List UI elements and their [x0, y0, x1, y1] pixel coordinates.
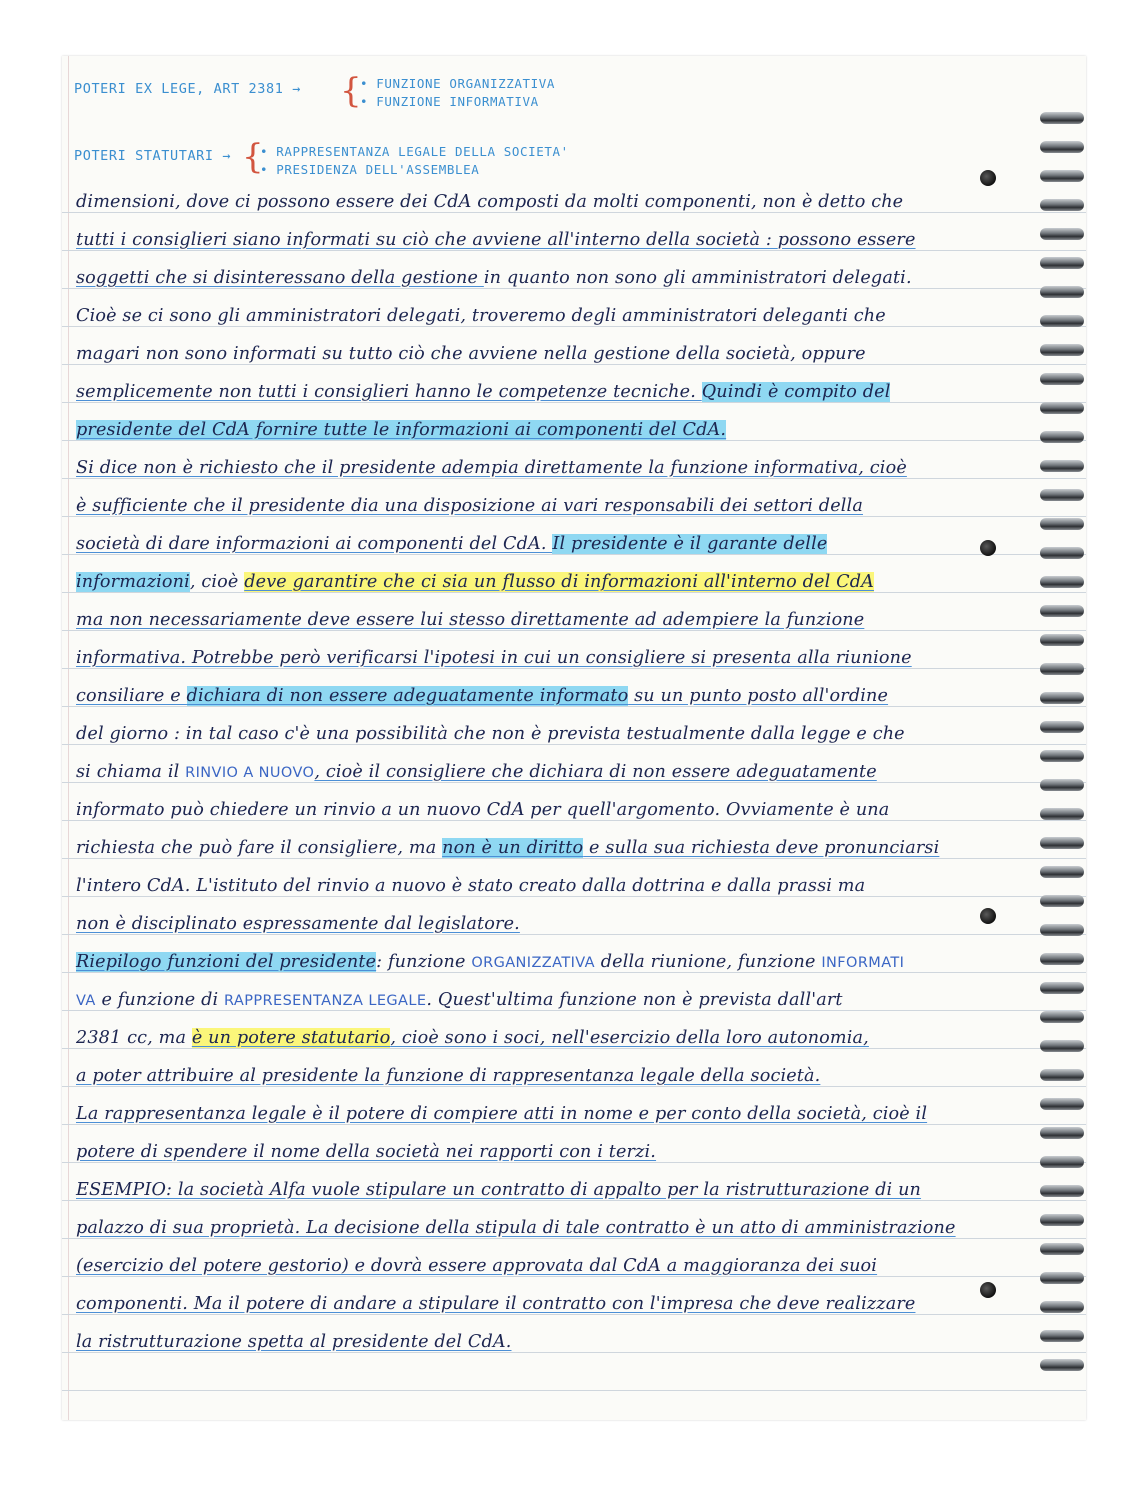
highlight-yellow: deve garantire che ci sia un flusso di informazioni all'interno del CdA	[244, 572, 874, 592]
header-poteri-statutari	[74, 148, 231, 164]
spiral-coil	[1040, 141, 1084, 153]
margin-line	[68, 56, 69, 1420]
text-line: del giorno : in tal caso c'è una possibilità che non è prevista testualmente dalla legge e che	[76, 724, 905, 744]
spiral-coil	[1040, 170, 1084, 182]
spiral-coil	[1040, 1301, 1084, 1313]
text-line: 2381 cc, ma è un potere statutario, cioè sono i soci, nell'esercizio della loro autonomia,	[76, 1028, 869, 1048]
highlight-blue: Quindi è compito del	[701, 382, 891, 402]
highlight-blue: presidente del CdA fornire tutte le informazioni ai componenti del CdA.	[76, 420, 727, 440]
highlight-blue: Il presidente è il garante delle	[552, 534, 828, 554]
spiral-coil	[1040, 228, 1084, 240]
spiral-coil	[1040, 1127, 1084, 1139]
header-item	[360, 94, 539, 109]
text-line: consiliare e dichiara di non essere adeguatamente informato su un punto posto all'ordine	[76, 686, 889, 706]
header-item-organizzativa: • FUNZIONE ORGANIZZATIVA	[360, 76, 556, 91]
text-line: Si dice non è richiesto che il presidente adempia direttamente la funzione informativa, cioè	[76, 458, 907, 478]
spiral-coil	[1040, 402, 1084, 414]
term-rinvio: RINVIO A NUOVO	[185, 765, 315, 781]
spiral-coil	[1040, 460, 1084, 472]
text-line: potere di spendere il nome della società nei rapporti con i terzi.	[76, 1142, 657, 1162]
text-line: palazzo di sua proprietà. La decisione della stipula di tale contratto è un atto di amministrazione	[76, 1218, 956, 1238]
spiral-coil	[1040, 547, 1084, 559]
highlight-blue: informazioni	[76, 572, 190, 592]
notebook-page	[62, 56, 1086, 1420]
highlight-blue: non è un diritto	[442, 838, 584, 858]
arrow-icon: →	[222, 148, 232, 164]
spiral-coil	[1040, 1214, 1084, 1226]
header-poteri-ex-lege	[74, 81, 301, 97]
header-label-statutari: POTERI STATUTARI	[74, 148, 214, 164]
text-line: informazioni, cioè deve garantire che ci sia un flusso di informazioni all'interno del CdA	[76, 572, 874, 592]
brace-icon: {	[242, 137, 264, 177]
text-line: magari non sono informati su tutto ciò che avviene nella gestione della società, oppure	[76, 344, 866, 364]
text-line: tutti i consiglieri siano informati su ciò che avviene all'interno della società : possono essere	[76, 230, 916, 250]
spiral-coil	[1040, 344, 1084, 356]
text-line: la ristrutturazione spetta al presidente del CdA.	[76, 1332, 512, 1352]
header-item	[260, 162, 479, 177]
spiral-coil	[1040, 721, 1084, 733]
spiral-coil	[1040, 315, 1084, 327]
spiral-coil	[1040, 1185, 1084, 1197]
spiral-coil	[1040, 1011, 1084, 1023]
text-line: dimensioni, dove ci possono essere dei CdA composti da molti componenti, non è detto che	[76, 192, 904, 212]
highlight-yellow: è un potere statutario	[191, 1028, 391, 1048]
text-line: non è disciplinato espressamente dal legislatore.	[76, 914, 520, 934]
spiral-coil	[1040, 576, 1084, 588]
spiral-coil	[1040, 779, 1084, 791]
text-line: ma non necessariamente deve essere lui stesso direttamente ad adempiere la funzione	[76, 610, 865, 630]
text-line: ESEMPIO: la società Alfa vuole stipulare un contratto di appalto per la ristrutturazione di un	[76, 1180, 922, 1200]
binder-hole-icon	[980, 908, 996, 924]
spiral-coil	[1040, 199, 1084, 211]
text-line	[76, 418, 1036, 442]
binder-hole-icon	[980, 170, 996, 186]
text-line: richiesta che può fare il consigliere, ma non è un diritto e sulla sua richiesta deve pronunciarsi	[76, 838, 940, 858]
text-line: è sufficiente che il presidente dia una disposizione ai vari responsabili dei settori della	[76, 496, 863, 516]
spiral-coil	[1040, 982, 1084, 994]
text-line: si chiama il RINVIO A NUOVO, cioè il consigliere che dichiara di non essere adeguatamente	[76, 762, 877, 782]
header-item-informativa: • FUNZIONE INFORMATIVA	[360, 94, 539, 109]
spiral-coil	[1040, 1330, 1084, 1342]
text-line: informato può chiedere un rinvio a un nuovo CdA per quell'argomento. Ovviamente è una	[76, 800, 890, 820]
spiral-coil	[1040, 1359, 1084, 1371]
header-item-presidenza: • PRESIDENZA DELL'ASSEMBLEA	[260, 162, 480, 177]
spiral-coil	[1040, 1069, 1084, 1081]
spiral-coil	[1040, 953, 1084, 965]
spiral-coil	[1040, 837, 1084, 849]
spiral-coil	[1040, 431, 1084, 443]
spiral-coil	[1040, 895, 1084, 907]
spiral-coil	[1040, 489, 1084, 501]
spiral-coil	[1040, 112, 1084, 124]
text-line: l'intero CdA. L'istituto del rinvio a nuovo è stato creato dalla dottrina e dalla prassi ma	[76, 876, 866, 896]
spiral-coil	[1040, 692, 1084, 704]
text-line: informativa. Potrebbe però verificarsi l'ipotesi in cui un consigliere si presenta alla riunione	[76, 648, 912, 668]
spiral-coil	[1040, 605, 1084, 617]
spiral-coil	[1040, 750, 1084, 762]
highlight-blue: Riepilogo funzioni del presidente	[76, 952, 377, 972]
header-item-rappresentanza: • RAPPRESENTANZA LEGALE DELLA SOCIETA'	[260, 144, 569, 159]
text-line: società di dare informazioni ai componenti del CdA. Il presidente è il garante delle	[76, 534, 828, 554]
spiral-coil	[1040, 1243, 1084, 1255]
spiral-coil	[1040, 924, 1084, 936]
text-line: componenti. Ma il potere di andare a stipulare il contratto con l'impresa che deve realizzare	[76, 1294, 916, 1314]
highlight-blue: dichiara di non essere adeguatamente informato	[186, 686, 629, 706]
spiral-coil	[1040, 1098, 1084, 1110]
spiral-coil	[1040, 1272, 1084, 1284]
spiral-coil	[1040, 286, 1084, 298]
spiral-coil	[1040, 1156, 1084, 1168]
spiral-coil	[1040, 866, 1084, 878]
spiral-coil	[1040, 634, 1084, 646]
text-line: Cioè se ci sono gli amministratori delegati, troveremo degli amministratori deleganti che	[76, 306, 886, 326]
spiral-coil	[1040, 518, 1084, 530]
spiral-coil	[1040, 257, 1084, 269]
spiral-coil	[1040, 663, 1084, 675]
binder-hole-icon	[980, 1282, 996, 1298]
text-line: La rappresentanza legale è il potere di compiere atti in nome e per conto della società, cioè il	[76, 1104, 928, 1124]
text-line: a poter attribuire al presidente la funzione di rappresentanza legale della società.	[76, 1066, 821, 1086]
spiral-coil	[1040, 373, 1084, 385]
header-label-ex-lege: POTERI EX LEGE, ART 2381	[74, 81, 284, 97]
header-item	[260, 144, 569, 159]
header-item	[360, 76, 555, 91]
binder-hole-icon	[980, 540, 996, 556]
spiral-coil	[1040, 1040, 1084, 1052]
text-line: semplicemente non tutti i consiglieri hanno le competenze tecniche. Quindi è compito del	[76, 382, 891, 402]
text-line: Riepilogo funzioni del presidente: funzione ORGANIZZATIVA della riunione, funzione INFORMATI	[76, 952, 905, 972]
text-line: VA e funzione di RAPPRESENTANZA LEGALE. Quest'ultima funzione non è prevista dall'art	[76, 990, 843, 1010]
text-line: (esercizio del potere gestorio) e dovrà essere approvata dal CdA a maggioranza dei suoi	[76, 1256, 878, 1276]
text-line: soggetti che si disinteressano della gestione in quanto non sono gli amministratori delegati.	[76, 268, 912, 288]
arrow-icon: →	[292, 81, 301, 97]
brace-icon: {	[340, 71, 362, 111]
spiral-coil	[1040, 808, 1084, 820]
rule-line	[62, 1390, 1086, 1391]
